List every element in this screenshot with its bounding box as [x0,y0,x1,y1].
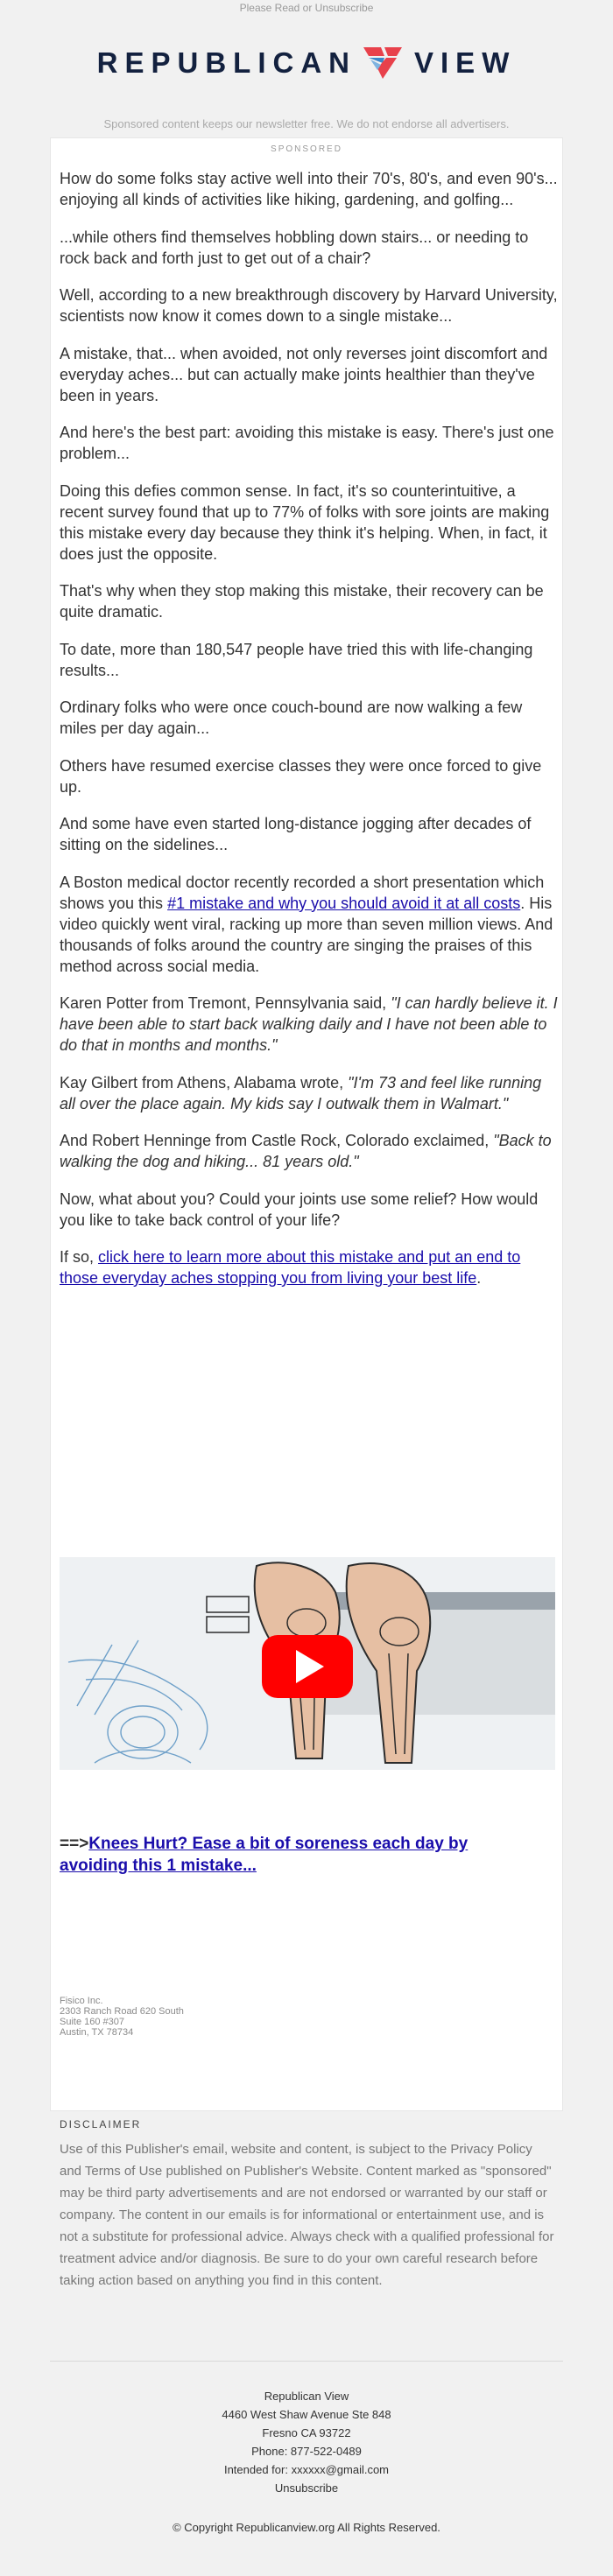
testimonial-quote: "I can hardly believe it. I have been able to start back walking daily and I have not been able to do that in months and months." [60,994,558,1054]
testimonial [60,1072,560,1114]
testimonial-author: Kay Gilbert from Athens, Alabama wrote, [60,1073,349,1091]
top-unsubscribe-link[interactable]: Please Read or Unsubscribe [239,2,374,14]
testimonial-author: And Robert Henninge from Castle Rock, Colorado exclaimed, [60,1132,494,1149]
paragraph: Ordinary folks who were once couch-bound are now walking a few miles per day again... [60,698,523,737]
paragraph: A mistake, that... when avoided, not only reverses joint discomfort and everyday aches... but can actually make joints healthier than they've been in years. [60,344,548,404]
text: . [476,1269,482,1287]
company-address-line: Suite 160 #307 [60,2017,125,2027]
footer-address: 4460 West Shaw Avenue Ste 848 [222,2408,391,2421]
article-body [60,168,560,1305]
company-city: Austin, TX 78734 [60,2027,134,2038]
paragraph: Others have resumed exercise classes they were once forced to give up. [60,756,542,796]
text: . His video quickly went viral, racking up more than seven million views. And thousands of folks around the country are singing the praises of this method across social media. [60,894,553,975]
sponsored-label: SPONSORED [271,144,342,154]
footer-intended-for: Intended for: xxxxxx@gmail.com [223,2463,390,2476]
text: If so, [60,1248,99,1266]
testimonial [60,1130,560,1172]
footer-phone: Phone: 877-522-0489 [251,2445,362,2458]
sponsor-notice: Sponsored content keeps our newsletter free. We do not endorse all advertisers. [103,117,510,130]
footer [0,2387,613,2497]
testimonial-quote: "Back to walking the dog and hiking... 81 years old." [60,1132,552,1170]
paragraph: And some have even started long-distance jogging after decades of sitting on the sidelines... [60,815,532,853]
video-thumbnail[interactable] [60,1557,555,1770]
brand-name-right: VIEW [414,46,517,79]
paragraph: That's why when they stop making this mistake, their recovery can be quite dramatic. [60,582,544,621]
paragraph: And here's the best part: avoiding this mistake is easy. There's just one problem... [60,424,554,462]
unsubscribe-link[interactable]: Unsubscribe [274,2481,339,2495]
disclaimer-title: DISCLAIMER [60,2118,142,2130]
footer-divider [50,2361,563,2362]
brand-logo[interactable] [0,44,613,82]
company-name: Fisico Inc. [60,1996,103,2006]
testimonial [60,993,560,1056]
disclaimer-text: Use of this Publisher's email, website and content, is subject to the Privacy Policy and Terms of Use published on Publisher's Website. Content marked as "sponsored" may be third party advertisements and are not endorsed or warranted by our staff or company. The content in our emails is for informational or entertainment use, and is not a substitute for professional advice. Always check with a qualified professional for treatment advice and/or diagnosis. Be sure to do your own careful research before taking action based on anything you find in this content. [60,2142,554,2288]
knees-hurt-link[interactable]: Knees Hurt? Ease a bit of soreness each day by avoiding this 1 mistake... [60,1835,469,1875]
brand-name-left: REPUBLICAN [96,46,356,79]
company-address-line: 2303 Ranch Road 620 South [60,2006,184,2017]
paragraph-with-link [60,872,560,977]
footer-publisher: Republican View [264,2390,349,2403]
mistake-link[interactable]: #1 mistake and why you should avoid it at all costs [167,894,521,912]
paragraph: Well, according to a new breakthrough discovery by Harvard University, scientists now know it comes down to a single mistake... [60,286,558,325]
advertiser-address [60,1996,184,2038]
paragraph: Now, what about you? Could your joints use some relief? How would you like to take back control of your life? [60,1190,539,1229]
paragraph: To date, more than 180,547 people have tried this with life-changing results... [60,640,533,679]
learn-more-link[interactable]: click here to learn more about this mistake and put an end to those everyday aches stopping you from living your best life [60,1248,521,1287]
footer-city: Fresno CA 93722 [262,2426,351,2439]
paragraph: ...while others find themselves hobbling down stairs... or needing to rock back and forth just to get out of a chair? [60,228,529,267]
testimonial-author: Karen Potter from Tremont, Pennsylvania said, [60,994,391,1012]
cta-arrow: ==> [60,1835,89,1853]
paragraph-with-link [60,1246,560,1288]
text: A Boston medical doctor recently recorded a short presentation which shows you this [60,873,545,912]
play-icon[interactable] [262,1635,353,1698]
cta-block [60,1833,532,1877]
testimonial-quote: "I'm 73 and feel like running all over the place again. My kids say I outwalk them in Walmart." [60,1073,542,1113]
paragraph: How do some folks stay active well into their 70's, 80's, and even 90's... enjoying all kinds of activities like hiking, gardening, and golfing... [60,170,558,208]
copyright: © Copyright Republicanview.org All Rights Reserved. [173,2521,440,2534]
flag-chevron-icon [362,44,404,82]
paragraph: Doing this defies common sense. In fact, it's so counterintuitive, a recent survey found that up to 77% of folks with sore joints are making this mistake every day because they think it's helping. When, in fact, it does just the opposite. [60,481,550,563]
